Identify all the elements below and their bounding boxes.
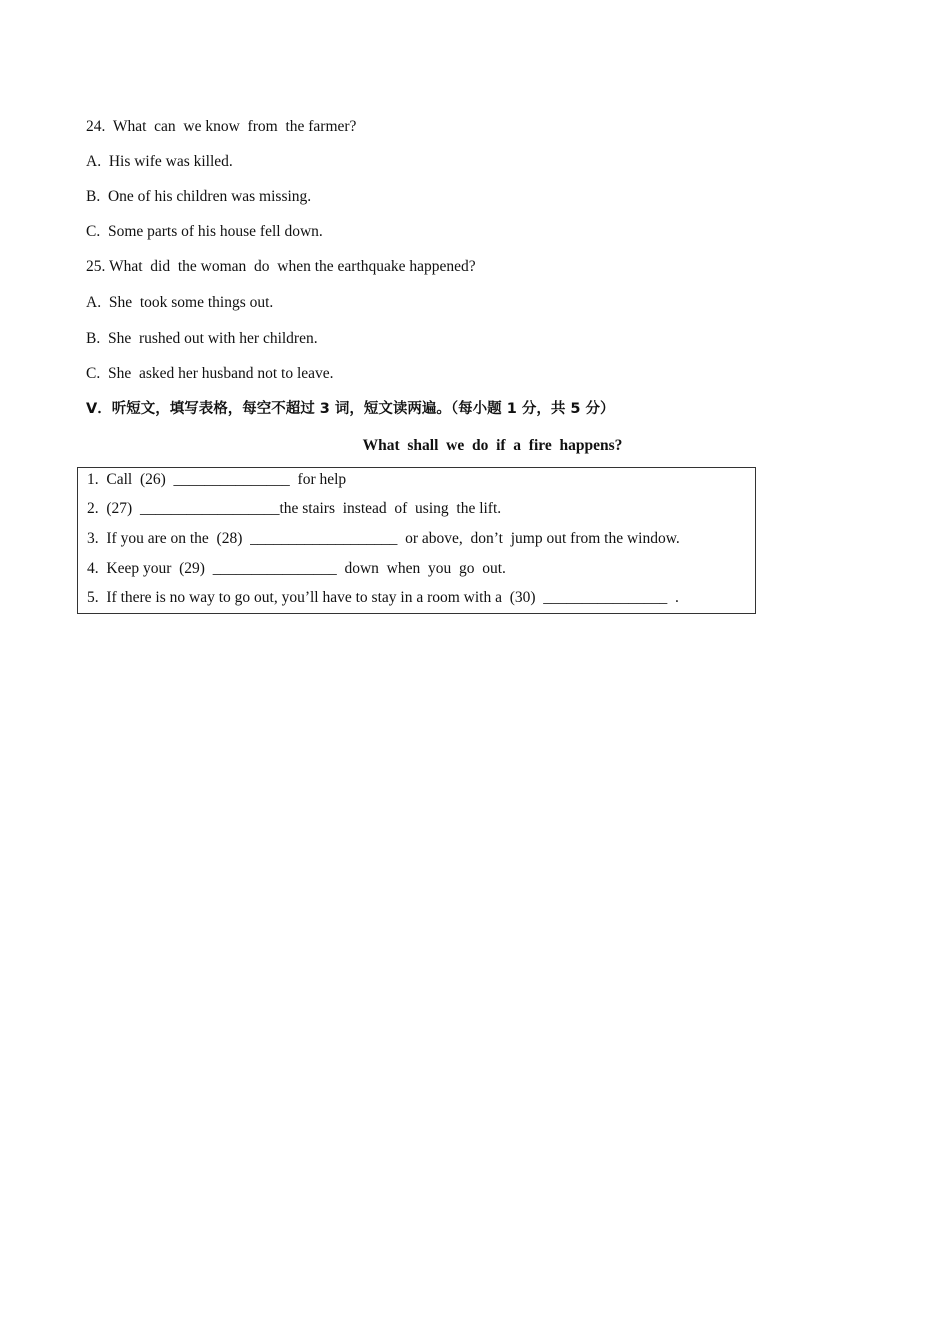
table-row-27: 2. (27) __________________the stairs instead of using the lift. — [87, 500, 502, 517]
table-row-28: 3. If you are on the (28) ___________________ or above, don’t jump out from the window. — [87, 530, 680, 547]
fill-table-title: What shall we do if a fire happens? — [362, 437, 623, 454]
question-25-option-b: B. She rushed out with her children. — [86, 330, 318, 347]
section-v-heading: V．听短文，填写表格，每空不超过 3 词，短文读两遍。（每小题 1 分，共 5 分） — [86, 401, 615, 417]
table-row-26: 1. Call (26) _______________ for help — [87, 471, 347, 488]
question-24-option-c: C. Some parts of his house fell down. — [86, 223, 323, 240]
fill-in-table — [77, 467, 756, 614]
question-25-stem: 25. What did the woman do when the earthquake happened? — [86, 258, 476, 275]
question-24-stem: 24. What can we know from the farmer? — [86, 118, 357, 135]
question-24-option-a: A. His wife was killed. — [86, 153, 233, 170]
table-row-29: 4. Keep your (29) ________________ down when you go out. — [87, 560, 506, 577]
question-25-option-c: C. She asked her husband not to leave. — [86, 365, 334, 382]
question-25-option-a: A. She took some things out. — [86, 294, 274, 311]
table-row-30: 5. If there is no way to go out, you’ll have to stay in a room with a (30) ________________ . — [87, 589, 679, 606]
question-24-option-b: B. One of his children was missing. — [86, 188, 312, 205]
